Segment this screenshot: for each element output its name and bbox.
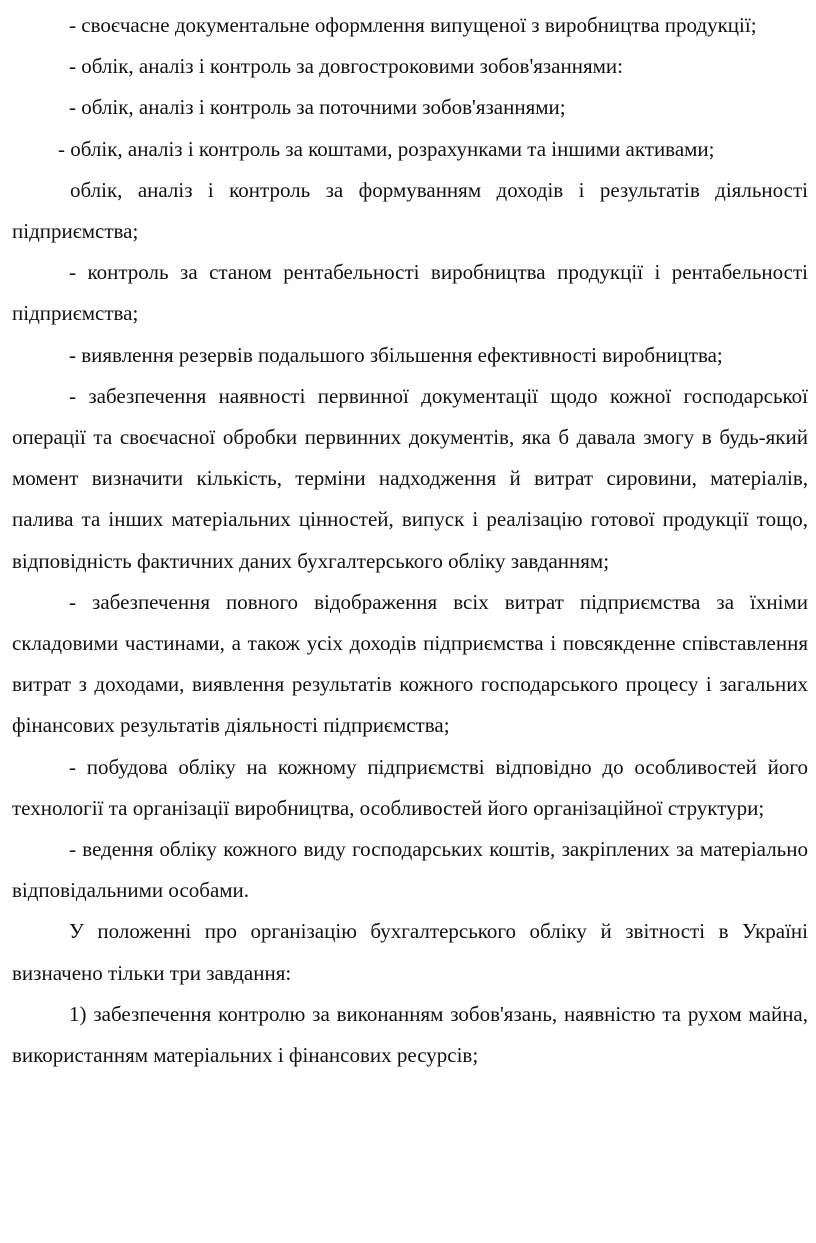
paragraph-cash-settlements: - облік, аналіз і контроль за коштами, розрахунками та іншими активами; — [58, 136, 715, 161]
paragraph-primary-documentation: - забезпечення наявності первинної документації щодо кожної господарської операції та своєчасної обробки первинних документів, яка б давала змогу в будь-який момент визначити кількість, терміни надходження й витрат сировини, матеріалів, палива та інших матеріальних цінностей, випуск і реалізацію готової продукції тощо, відповідність фактичних даних бухгалтерського обліку завданням; — [12, 383, 808, 573]
paragraph-timely-documentation: - своєчасне документальне оформлення випущеної з виробництва продукції; — [69, 13, 757, 37]
paragraph-expenses-reflection: - забезпечення повного відображення всіх витрат підприємства за їхніми складовими частинами, а також усіх доходів підприємства і повсякденне співставлення витрат з доходами, виявлення результатів кожного господарського процесу і загальних фінансових результатів діяльності підприємства; — [12, 589, 808, 738]
paragraph-regulation-tasks: У положенні про організацію бухгалтерського обліку й звітності в Україні визначено тільки три завдання: — [12, 919, 808, 985]
paragraph-long-term-liabilities: - облік, аналіз і контроль за довгостроковими зобов'язаннями: — [69, 54, 623, 79]
paragraph-accounting-structure: - побудова обліку на кожному підприємстві відповідно до особливостей його технології та організації виробництва, особливостей його організаційної структури; — [12, 754, 808, 820]
paragraph-profitability-control: - контроль за станом рентабельності виробництва продукції і рентабельності підприємства; — [12, 260, 808, 326]
paragraph-asset-accounting: - ведення обліку кожного виду господарських коштів, закріплених за матеріально відповідальними особами. — [12, 837, 808, 903]
paragraph-income-results: облік, аналіз і контроль за формуванням доходів і результатів діяльності підприємства; — [12, 177, 808, 244]
paragraph-efficiency-reserves: - виявлення резервів подальшого збільшення ефективності виробництва; — [69, 342, 723, 367]
paragraph-task-one: 1) забезпечення контролю за виконанням зобов'язань, наявністю та рухом майна, використанням матеріальних і фінансових ресурсів; — [12, 1001, 808, 1068]
paragraph-current-liabilities: - облік, аналіз і контроль за поточними зобов'язаннями; — [69, 95, 566, 120]
document-page — [12, 5, 808, 1076]
